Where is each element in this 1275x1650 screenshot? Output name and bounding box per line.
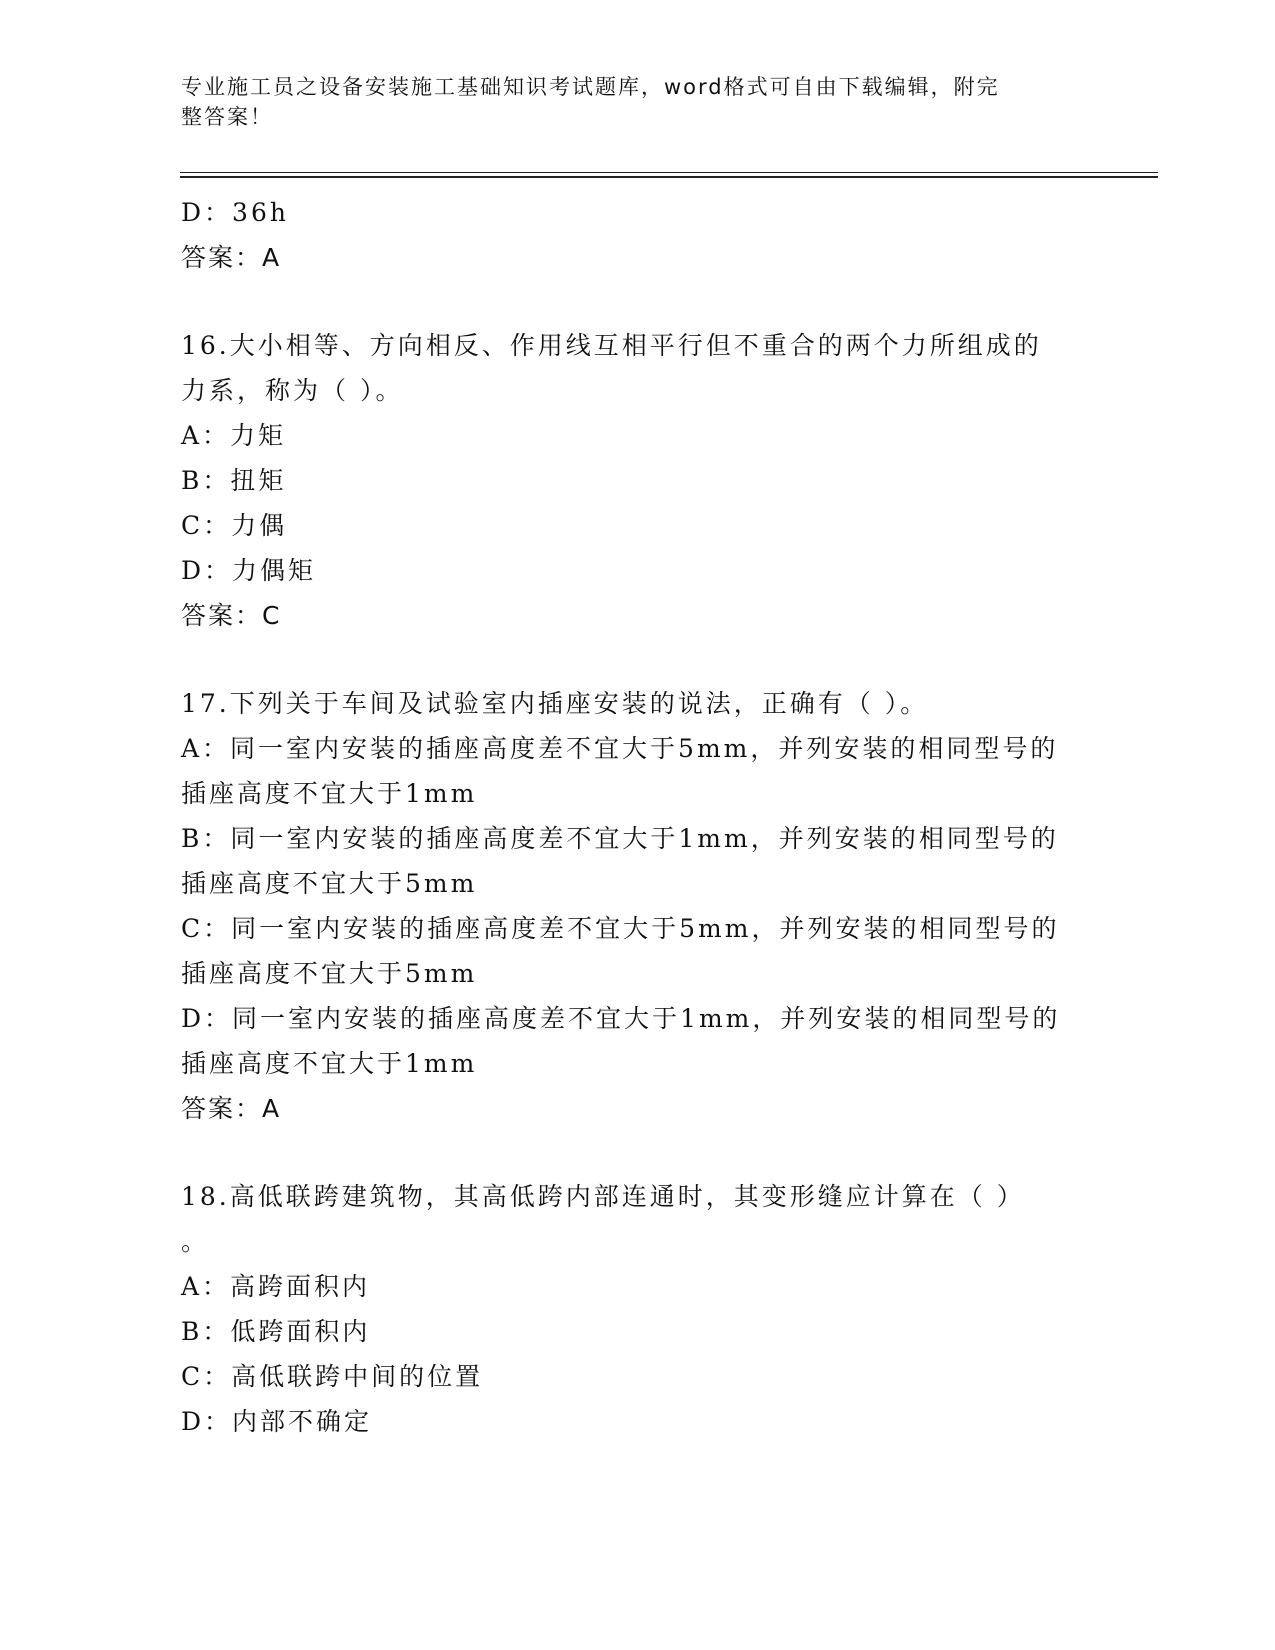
option-a: A：高跨面积内 xyxy=(181,1272,371,1301)
question-text: 17.下列关于车间及试验室内插座安装的说法，正确有（ ）。 xyxy=(181,689,929,718)
question-16 xyxy=(181,323,1081,638)
option-c-continued: 插座高度不宜大于5mm xyxy=(181,959,478,988)
option-b-continued: 插座高度不宜大于5mm xyxy=(181,869,478,898)
question-18 xyxy=(181,1174,1081,1444)
option-b: B：同一室内安装的插座高度差不宜大于1mm，并列安装的相同型号的 xyxy=(181,824,1059,853)
option-c: C：同一室内安装的插座高度差不宜大于5mm，并列安装的相同型号的 xyxy=(181,914,1060,943)
option-c: C：高低联跨中间的位置 xyxy=(181,1362,484,1391)
option-c: C：力偶 xyxy=(181,511,288,540)
option-d: D：内部不确定 xyxy=(181,1407,373,1436)
question-text-continued: 。 xyxy=(181,1227,210,1256)
option-a: A：力矩 xyxy=(181,421,287,450)
option-d: D：同一室内安装的插座高度差不宜大于1mm，并列安装的相同型号的 xyxy=(181,1004,1061,1033)
answer-line: 答案：A xyxy=(181,243,282,272)
question-text: 16.大小相等、方向相反、作用线互相平行但不重合的两个力所组成的 xyxy=(181,331,1042,360)
question-text: 18.高低联跨建筑物，其高低跨内部连通时，其变形缝应计算在（ ） xyxy=(181,1182,1025,1211)
question-list xyxy=(181,190,1081,1444)
option-b: B：扭矩 xyxy=(181,466,287,495)
question-17 xyxy=(181,681,1081,1131)
question-text-continued: 力系，称为（ ）。 xyxy=(181,376,404,405)
header-title-line-1: 专业施工员之设备安装施工基础知识考试题库，word格式可自由下载编辑，附完 xyxy=(181,75,1000,99)
header-title-line-2: 整答案！ xyxy=(181,105,273,129)
header-divider-thick xyxy=(180,176,1158,178)
option-d-continued: 插座高度不宜大于1mm xyxy=(181,1049,478,1078)
option-a: A：同一室内安装的插座高度差不宜大于5mm，并列安装的相同型号的 xyxy=(181,734,1059,763)
answer-line: 答案：A xyxy=(181,1094,282,1123)
answer-line: 答案：C xyxy=(181,601,282,630)
option-d: D：36h xyxy=(181,198,289,227)
header-divider-thin xyxy=(180,172,1158,173)
page-header xyxy=(181,72,1061,132)
option-a-continued: 插座高度不宜大于1mm xyxy=(181,779,478,808)
option-d: D：力偶矩 xyxy=(181,556,317,585)
question-15-tail xyxy=(181,190,1081,280)
option-b: B：低跨面积内 xyxy=(181,1317,371,1346)
